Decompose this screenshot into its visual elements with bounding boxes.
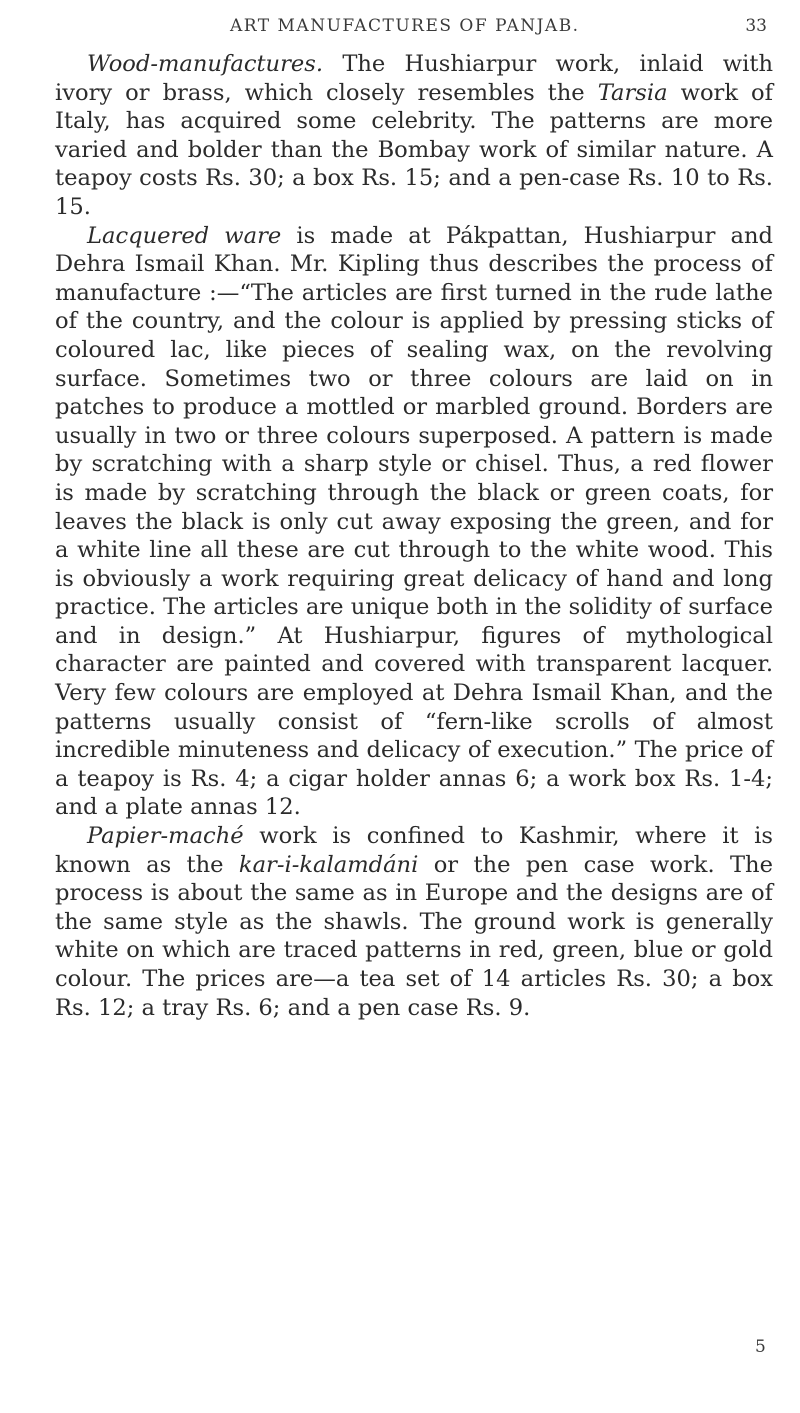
- running-head: ART MANUFACTURES OF PANJAB.: [230, 16, 580, 36]
- paragraph-text-after: work of Italy, has acquired some celebrity. The patterns are more varied and bolder than the Bombay work of similar nature. A teapoy costs Rs. 30; a box Rs. 15; and a pen-case Rs. 10 to Rs. 15.: [55, 79, 774, 220]
- paragraph-lead: Lacquered ware: [87, 222, 282, 249]
- paragraph-text: work is confined to Kashmir, where it is known as the: [55, 823, 773, 878]
- body-text: [55, 50, 773, 1022]
- italic-term: kar-i-kalamdáni: [238, 851, 419, 878]
- paragraph-wood-manufactures: [55, 50, 773, 222]
- paragraph-text: is made at Pákpattan, Hushiarpur and Dehra Ismail Khan. Mr. Kipling thus describes the process of manufacture :—“The articles are first turned in the rude lathe of the country, and the colour is applied by pressing sticks of coloured lac, like pieces of sealing wax, on the revolving surface. Sometimes two or three colours are laid on in patches to produce a mottled or marbled ground. Borders are usually in two or three colours superposed. A pattern is made by scratching with a sharp style or chisel. Thus, a red flower is made by scratching through the black or green coats, for leaves the black is only cut away exposing the green, and for a white line all these are cut through to the white wood. This is obviously a work requiring great delicacy of hand and long practice. The articles are unique both in the solidity of surface and in design.” At Hushiarpur, figures of mythological character are painted and covered with transparent lacquer. Very few colours are employed at Dehra Ismail Khan, and the patterns usually consist of “fern-like scrolls of almost incredible minuteness and delicacy of execution.” The price of a teapoy is Rs. 4; a cigar holder annas 6; a work box Rs. 1-4; and a plate annas 12.: [55, 222, 774, 821]
- paragraph-text-after: or the pen case work. The process is about the same as in Europe and the designs are of the same style as the shawls. The ground work is generally white on which are traced patterns in red, green, blue or gold colour. The prices are—a tea set of 14 articles Rs. 30; a box Rs. 12; a tray Rs. 6; and a pen case Rs. 9.: [55, 851, 773, 1021]
- page-number: 33: [745, 16, 767, 36]
- paragraph-papier-mache: [55, 822, 773, 1022]
- paragraph-lead: Papier-maché: [87, 823, 244, 850]
- paragraph-text: The Hushiarpur work, inlaid with ivory or brass, which closely resembles the: [55, 51, 773, 106]
- paragraph-lacquered-ware: [55, 222, 773, 822]
- italic-term: Tarsia: [597, 79, 668, 106]
- signature-mark: 5: [755, 1337, 766, 1357]
- paragraph-lead: Wood-manufactures.: [87, 51, 324, 77]
